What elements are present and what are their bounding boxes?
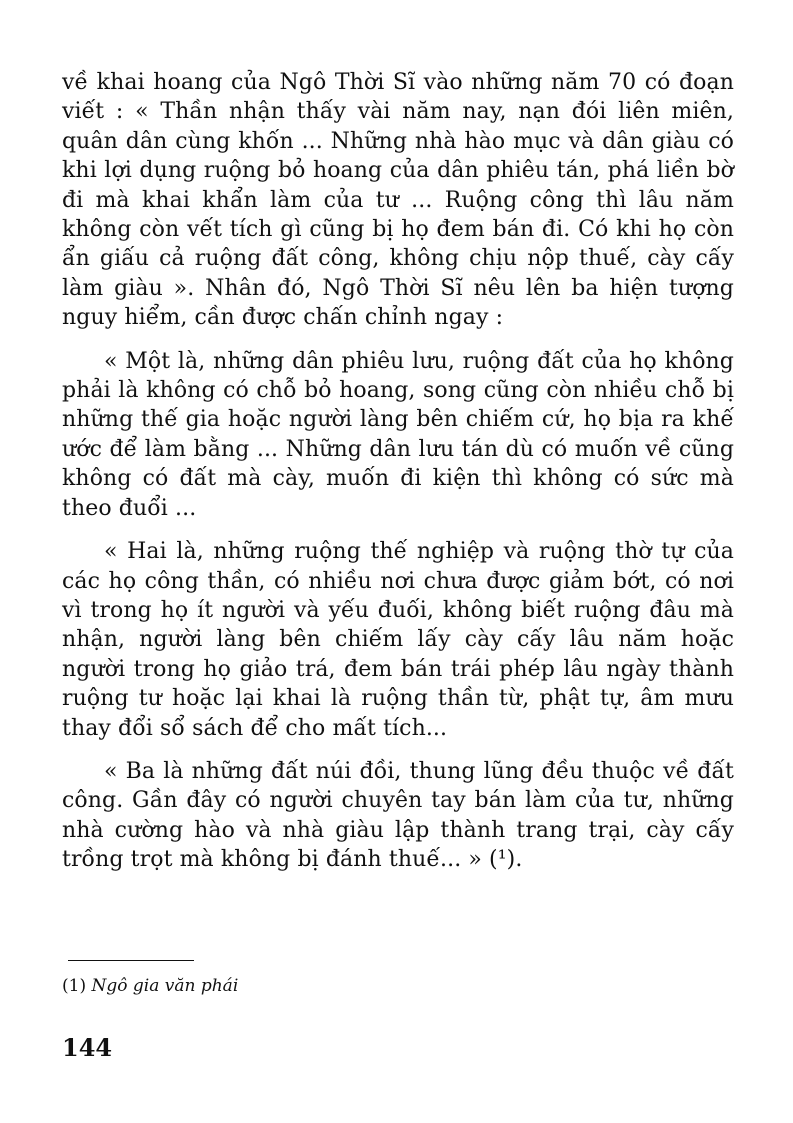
footnote-text: Ngô gia văn phái [91,976,239,996]
footnote-marker: (1) [62,976,87,996]
page-number: 144 [62,1033,113,1062]
paragraph-2: « Một là, những dân phiêu lưu, ruộng đất của họ không phải là không có chỗ bỏ hoang, song cũng còn nhiều chỗ bị những thế gia hoặc người làng bên chiếm cứ, họ bịa ra khế ước để làm bằng ... Những dân lưu tán dù có muốn về cũng không có đất mà cày, muốn đi kiện thì không có sức mà theo đuổi ... [62,348,734,521]
paragraph-1: về khai hoang của Ngô Thời Sĩ vào những năm 70 có đoạn viết : « Thần nhận thấy vài năm nay, nạn đói liên miên, quân dân cùng khốn ... Những nhà hào mục và dân giàu có khi lợi dụng ruộng bỏ hoang của dân phiêu tán, phá liền bờ đi mà khai khẩn làm của tư ... Ruộng công thì lâu năm không còn vết tích gì cũng bị họ đem bán đi. Có khi họ còn ẩn giấu cả ruộng đất công, không chịu nộp thuế, cày cấy làm giàu ». Nhân đó, Ngô Thời Sĩ nêu lên ba hiện tượng nguy hiểm, cần được chấn chỉnh ngay : [62,70,734,331]
page-body [62,68,734,875]
paragraph-3: « Hai là, những ruộng thế nghiệp và ruộng thờ tự của các họ công thần, có nhiều nơi chưa được giảm bớt, có nơi vì trong họ ít người và yếu đuối, không biết ruộng đâu mà nhận, người làng bên chiếm lấy cày cấy lâu năm hoặc người trong họ giảo trá, đem bán trái phép lâu ngày thành ruộng tư hoặc lại khai là ruộng thần từ, phật tự, âm mưu thay đổi sổ sách để cho mất tích... [62,539,734,741]
footnote-divider [68,960,194,961]
footnote [62,975,238,997]
paragraph-4: « Ba là những đất núi đồi, thung lũng đều thuộc về đất công. Gần đây có người chuyên tay bán làm của tư, những nhà cường hào và nhà giàu lập thành trang trại, cày cấy trồng trọt mà không bị đánh thuế... » (¹). [62,758,734,873]
